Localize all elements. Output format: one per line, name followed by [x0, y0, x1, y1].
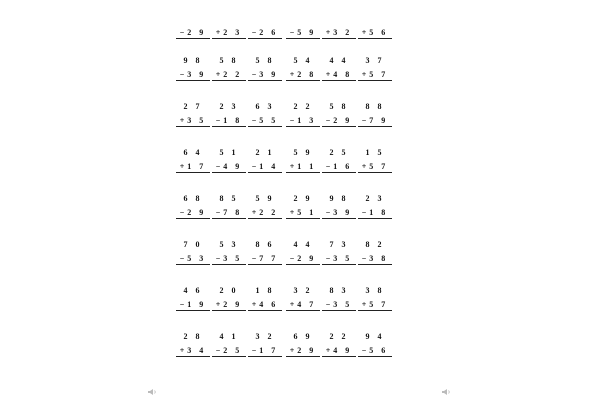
operand-top: 2 3	[219, 102, 239, 111]
operand-bottom: −3 9	[248, 70, 282, 81]
operand-bottom: +1 7	[176, 162, 210, 173]
operand-top: 5 4	[293, 56, 313, 65]
operand-bottom: −3 5	[322, 254, 356, 265]
operand-top: 8 2	[365, 240, 385, 249]
operand-top: 2 9	[293, 194, 313, 203]
operand-bottom: −5 9	[286, 28, 320, 39]
operand-top: 2 2	[293, 102, 313, 111]
operand-bottom: −1 9	[176, 300, 210, 311]
operand-bottom: −3 9	[322, 208, 356, 219]
operand-top: 9 4	[365, 332, 385, 341]
operand-bottom: +4 7	[286, 300, 320, 311]
problem-row	[176, 148, 392, 194]
operand-top: 4 6	[183, 286, 203, 295]
operand-bottom: −1 7	[248, 346, 282, 357]
problem-row	[176, 56, 392, 102]
problem-row	[176, 194, 392, 240]
operand-bottom: −2 5	[212, 346, 246, 357]
operand-top: 3 2	[293, 286, 313, 295]
operand-bottom: −1 4	[248, 162, 282, 173]
operand-bottom: +4 8	[322, 70, 356, 81]
operand-bottom: +3 2	[322, 28, 356, 39]
operand-top: 5 3	[219, 240, 239, 249]
problem-row	[176, 102, 392, 148]
operand-bottom: +5 7	[358, 300, 392, 311]
operand-bottom: +4 6	[248, 300, 282, 311]
operand-top: 2 2	[329, 332, 349, 341]
operand-bottom: +5 6	[358, 28, 392, 39]
operand-top: 4 4	[329, 56, 349, 65]
operand-top: 9 8	[329, 194, 349, 203]
operand-top: 7 0	[183, 240, 203, 249]
arithmetic-grid	[176, 26, 392, 378]
operand-bottom: −3 5	[322, 300, 356, 311]
operand-bottom: −3 8	[358, 254, 392, 265]
operand-bottom: −2 9	[176, 28, 210, 39]
operand-top: 4 1	[219, 332, 239, 341]
operand-bottom: −5 3	[176, 254, 210, 265]
operand-bottom: −2 9	[176, 208, 210, 219]
operand-top: 8 3	[329, 286, 349, 295]
problem-row	[176, 240, 392, 286]
operand-bottom: −7 9	[358, 116, 392, 127]
operand-bottom: −2 6	[248, 28, 282, 39]
operand-bottom: −7 7	[248, 254, 282, 265]
operand-bottom: +2 9	[212, 300, 246, 311]
operand-bottom: +3 4	[176, 346, 210, 357]
problem-row	[176, 332, 392, 378]
operand-top: 2 3	[365, 194, 385, 203]
operand-top: 8 5	[219, 194, 239, 203]
operand-top: 5 1	[219, 148, 239, 157]
operand-top: 3 7	[365, 56, 385, 65]
speaker-icon[interactable]	[441, 388, 451, 396]
operand-bottom: +3 5	[176, 116, 210, 127]
operand-top: 4 4	[293, 240, 313, 249]
operand-top: 5 8	[219, 56, 239, 65]
operand-top: 6 4	[183, 148, 203, 157]
operand-bottom: −1 3	[286, 116, 320, 127]
problem-row	[176, 286, 392, 332]
operand-bottom: −2 9	[322, 116, 356, 127]
operand-bottom: −2 9	[286, 254, 320, 265]
operand-bottom: +5 7	[358, 70, 392, 81]
operand-bottom: −4 9	[212, 162, 246, 173]
operand-bottom: +2 8	[286, 70, 320, 81]
operand-bottom: −7 8	[212, 208, 246, 219]
operand-bottom: +5 7	[358, 162, 392, 173]
operand-top: 7 3	[329, 240, 349, 249]
operand-top: 3 2	[255, 332, 275, 341]
operand-bottom: +2 2	[248, 208, 282, 219]
operand-bottom: −5 5	[248, 116, 282, 127]
operand-top: 1 8	[255, 286, 275, 295]
operand-top: 9 8	[183, 56, 203, 65]
operand-bottom: −3 5	[212, 254, 246, 265]
operand-bottom: −1 6	[322, 162, 356, 173]
problem-row	[176, 26, 392, 40]
operand-bottom: −1 8	[212, 116, 246, 127]
operand-top: 2 1	[255, 148, 275, 157]
operand-top: 2 7	[183, 102, 203, 111]
operand-bottom: −1 8	[358, 208, 392, 219]
operand-top: 6 8	[183, 194, 203, 203]
operand-top: 5 8	[255, 56, 275, 65]
operand-bottom: −3 9	[176, 70, 210, 81]
operand-bottom: +5 1	[286, 208, 320, 219]
operand-top: 2 0	[219, 286, 239, 295]
operand-top: 3 8	[365, 286, 385, 295]
operand-top: 2 8	[183, 332, 203, 341]
operand-top: 5 8	[329, 102, 349, 111]
operand-top: 2 5	[329, 148, 349, 157]
operand-top: 8 6	[255, 240, 275, 249]
operand-top: 8 8	[365, 102, 385, 111]
operand-bottom: +2 2	[212, 70, 246, 81]
operand-top: 6 9	[293, 332, 313, 341]
operand-bottom: +4 9	[322, 346, 356, 357]
operand-top: 6 3	[255, 102, 275, 111]
operand-top: 5 9	[293, 148, 313, 157]
operand-bottom: −5 6	[358, 346, 392, 357]
speaker-icon[interactable]	[147, 388, 157, 396]
operand-top: 1 5	[365, 148, 385, 157]
operand-top: 5 9	[255, 194, 275, 203]
operand-bottom: +1 1	[286, 162, 320, 173]
operand-bottom: +2 3	[212, 28, 246, 39]
operand-bottom: +2 9	[286, 346, 320, 357]
